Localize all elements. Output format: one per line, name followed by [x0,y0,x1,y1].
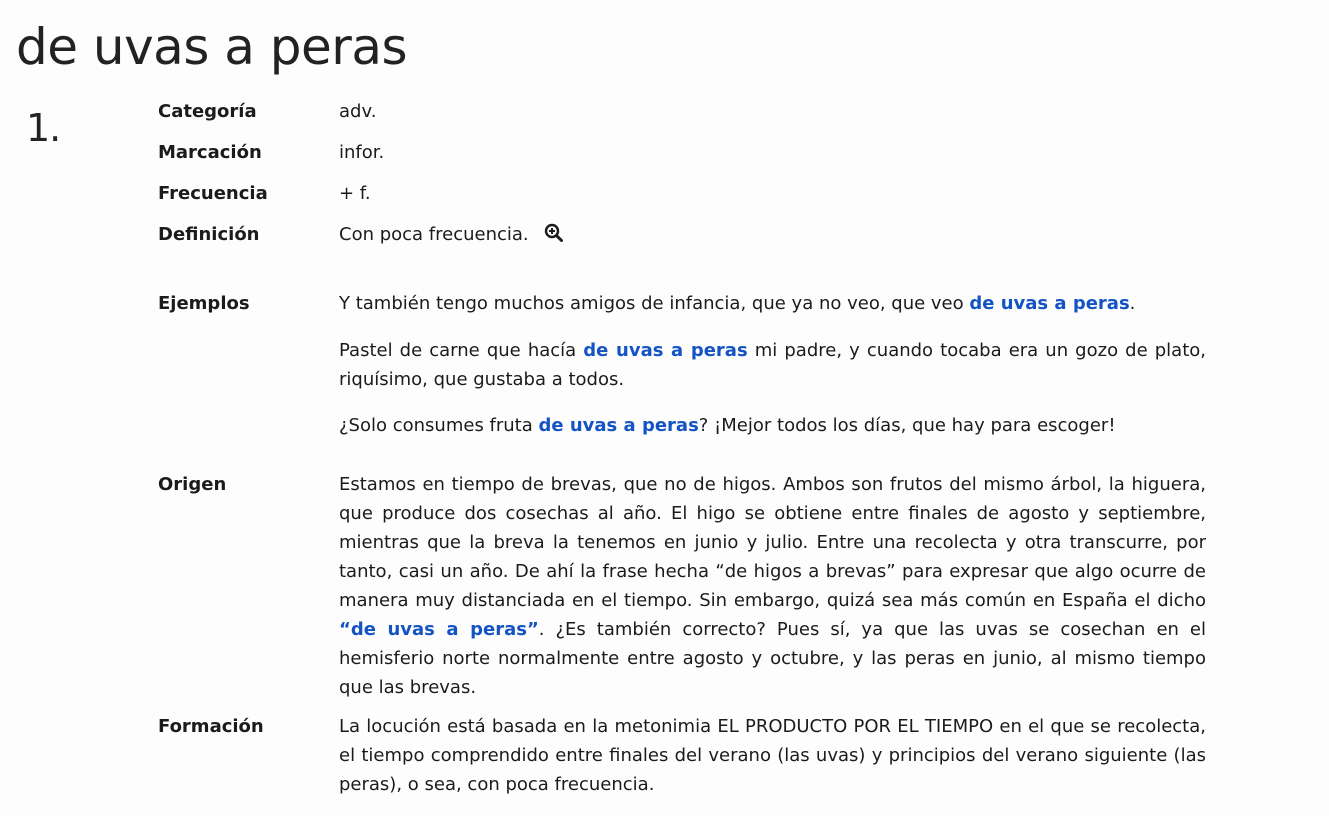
frecuencia-label: Frecuencia [158,183,268,204]
formacion-text: La locución está basada en la metonimia EL PRODUCTO POR EL TIEMPO en el que se recolecta, el tiempo comprendido entre finales del verano (las uvas) y principios del verano siguiente (las peras), o sea, con poca frecuencia. [339,716,1206,795]
example-highlight: de uvas a peras [969,293,1130,314]
row-formacion [158,712,1206,799]
sense-number: 1. [26,106,61,150]
categoria-value: adv. [339,101,377,122]
example-item: Y también tengo muchos amigos de infancia, que ya no veo, que veo de uvas a peras. [339,293,1136,314]
example-highlight: de uvas a peras [538,415,699,436]
zoom-in-icon-svg [544,223,564,243]
ejemplos-label: Ejemplos [158,293,250,314]
definicion-value: Con poca frecuencia. [339,224,529,245]
categoria-label: Categoría [158,101,257,122]
formacion-label: Formación [158,716,264,737]
origen-label: Origen [158,474,227,495]
row-frecuencia [158,179,1206,208]
definicion-value-wrap [339,220,1206,249]
ejemplos-list [339,289,1206,440]
marcacion-label: Marcación [158,142,262,163]
row-definicion [158,220,1206,249]
origin-highlight: “de uvas a peras” [339,619,539,640]
definicion-label: Definición [158,224,260,245]
entry-title: de uvas a peras [16,18,408,76]
frecuencia-value: + f. [339,183,371,204]
marcacion-value: infor. [339,142,385,163]
row-marcacion [158,138,1206,167]
example-item: Pastel de carne que hacía de uvas a peras mi padre, y cuando tocaba era un gozo de plato, riquísimo, que gustaba a todos. [339,340,1207,390]
origen-text: Estamos en tiempo de brevas, que no de higos. Ambos son frutos del mismo árbol, la higuera, que produce dos cosechas al año. El higo se obtiene entre finales de agosto y septiembre, mientras que la breva la tenemos en junio y julio. Entre una recolecta y otra transcurre, por tanto, casi un año. De ahí la frase hecha “de higos a brevas” para expresar que algo ocurre de manera muy distanciada en el tiempo. Sin embargo, quizá sea más común en España el dicho “de uvas a peras”. ¿Es también correcto? Pues sí, ya que las uvas se cosechan en el hemisferio norte normalmente entre agosto y octubre, y las peras en junio, al mismo tiempo que las brevas. [339,474,1207,698]
example-highlight: de uvas a peras [583,340,748,361]
zoom-in-icon[interactable] [544,223,564,243]
row-ejemplos [158,289,1206,449]
example-item: ¿Solo consumes fruta de uvas a peras? ¡Mejor todos los días, que hay para escoger! [339,415,1116,436]
row-categoria [158,97,1206,126]
row-origen [158,470,1206,702]
